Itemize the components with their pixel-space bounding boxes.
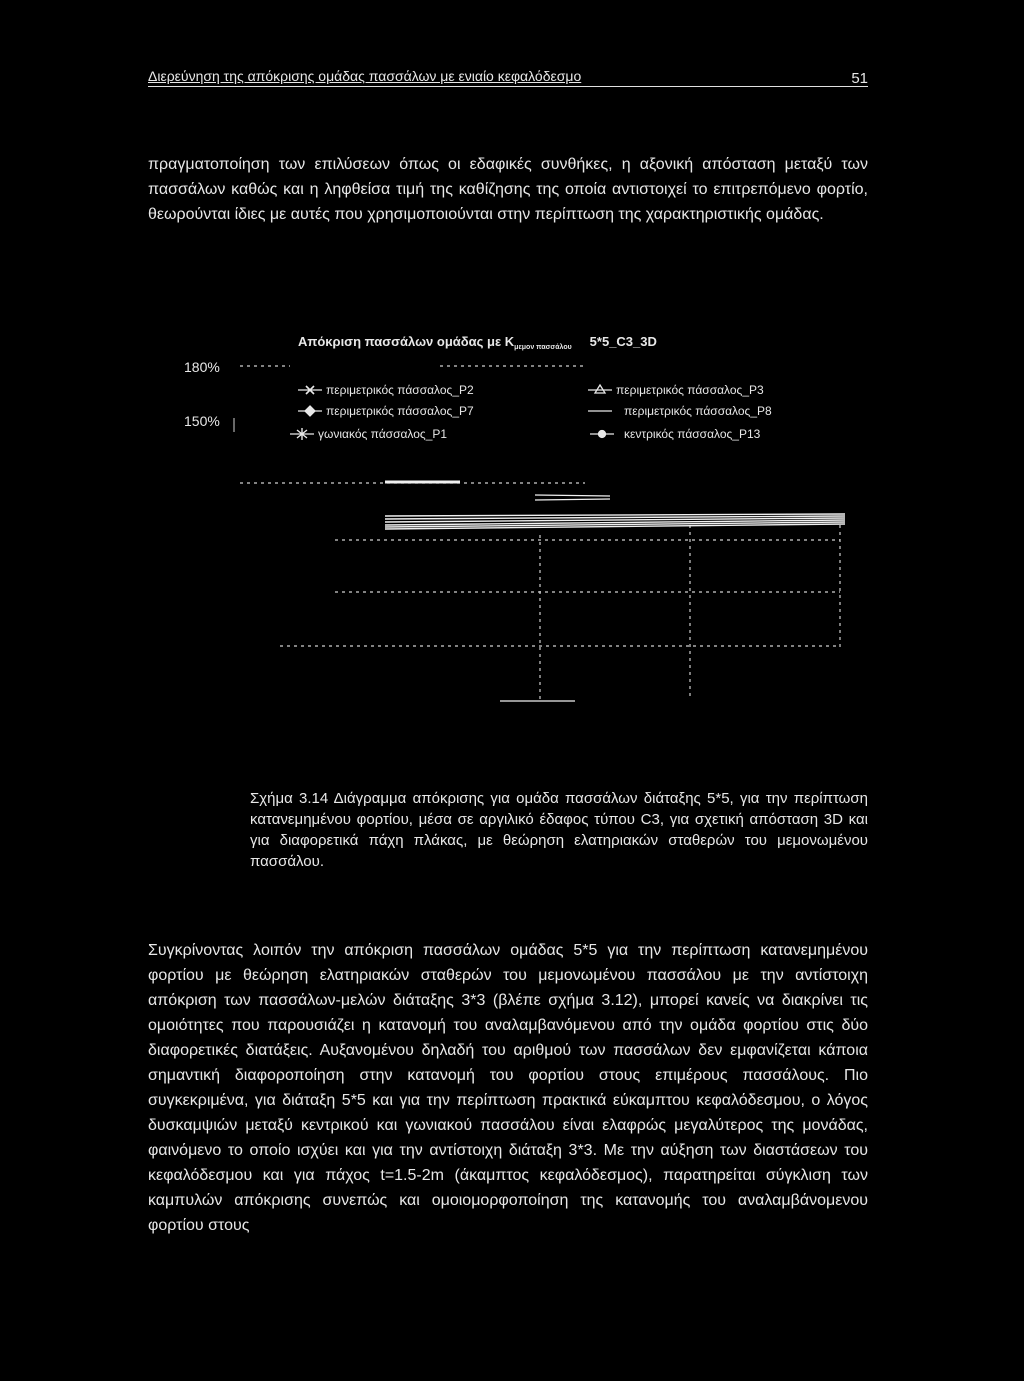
- circle-marker-icon: [599, 431, 606, 438]
- legend-label-p13: κεντρικός πάσσαλος_P13: [624, 427, 761, 441]
- running-title: Διερεύνηση της απόκρισης ομάδας πασσάλων με ενιαίο κεφαλόδεσμο: [148, 68, 582, 84]
- series-P2-line: [385, 514, 845, 516]
- diamond-marker-icon: [305, 406, 315, 416]
- legend: [290, 383, 772, 441]
- chart-title: Απόκριση πασσάλων ομάδας με $K_{\mu\varepsilon\mu o\nu \pi\alpha\sigma\sigma ά\lambda o\upsilon}$ 5*5_C3_3D: [298, 334, 657, 351]
- page-number: 51: [851, 70, 868, 87]
- paragraph-top: πραγματοποίηση των επιλύσεων όπως οι εδαφικές συνθήκες, η αξονική απόσταση μεταξύ των πασσάλων καθώς και η ληφθείσα τιμή της καθίζησης της οποία αντιστοιχεί το επιτρεπόμενο φορτίο, θεωρούνται ίδιες με αυτές που χρησιμοποιούνται στην περίπτωση της χαρακτηριστικής ομάδας.: [148, 156, 868, 223]
- y-tick-180: 180%: [184, 359, 220, 375]
- triangle-marker-icon: [595, 385, 605, 393]
- legend-label-p2: περιμετρικός πάσσαλος_P2: [326, 383, 474, 397]
- legend-label-p8: περιμετρικός πάσσαλος_P8: [624, 404, 772, 418]
- legend-label-p3: περιμετρικός πάσσαλος_P3: [616, 383, 764, 397]
- response-chart: [0, 320, 1024, 720]
- y-tick-150: 150%: [184, 413, 220, 429]
- figure-caption: Σχήμα 3.14 Διάγραμμα απόκρισης για ομάδα πασσάλων διάταξης 5*5, για την περίπτωση κατανεμημένου φορτίου, μέσα σε αργιλικό έδαφος τύπου C3, για σχετική απόσταση 3D και για διαφορετικά πάχη πλάκας, με θεώρηση ελατηριακών σταθερών του μεμονωμένου πασσάλου.: [250, 790, 868, 870]
- series-segment: [535, 499, 610, 500]
- legend-label-p1: γωνιακός πάσσαλος_P1: [318, 427, 448, 441]
- running-header: [148, 68, 868, 87]
- series-segment: [535, 495, 610, 496]
- legend-label-p7: περιμετρικός πάσσαλος_P7: [326, 404, 474, 418]
- paragraph-bottom: Συγκρίνοντας λοιπόν την απόκριση πασσάλων ομάδας 5*5 για την περίπτωση κατανεμημένου φορτίου με θεώρηση ελατηριακών σταθερών του μεμονωμένου πασσάλου με την αντίστοιχη απόκριση των πασσάλων-μελών διάταξης 3*3 (βλέπε σχήμα 3.12), μπορεί κανείς να διακρίνει τις ομοιότητες που παρουσιάζει η κατανομή του αναλαμβανόμενου από την ομάδα φορτίου στις δύο διαφορετικές διατάξεις. Αυξανομένου δηλαδή του αριθμού των πασσάλων δεν εμφανίζεται κάποια σημαντική διαφοροποίηση στην κατανομή του φορτίου στους επιμέρους πασσάλους. Πιο συγκεκριμένα, για διάταξη 5*5 και για την περίπτωση πρακτικά εύκαμπτου κεφαλόδεσμου, ο λόγος δυσκαμψιών μεταξύ κεντρικού και γωνιακού πασσάλου είναι ελαφρώς μεγαλύτερος της μονάδας, φαινόμενο το οποίο ισχύει και για την αντίστοιχη διάταξη 3*3. Με την αύξηση των διαστάσεων του κεφαλόδεσμου και για πάχος t=1.5-2m (άκαμπτος κεφαλόδεσμος), παρατηρείται σύγκλιση των καμπυλών απόκρισης συνεπώς και ομοιομορφοποίηση της κατανομής του αναλαμβάνομενου φορτίου στους: [148, 942, 868, 1234]
